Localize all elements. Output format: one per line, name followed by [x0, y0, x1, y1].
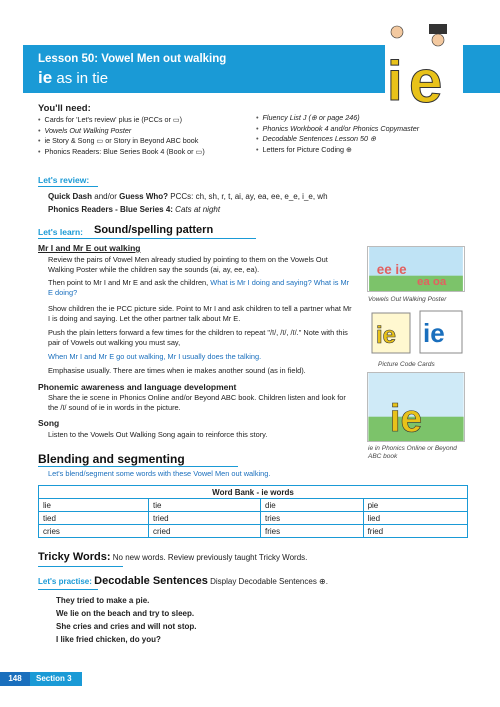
decodable-sentences: [56, 594, 196, 646]
paragraph: Emphasise usually. There are times when ie makes another sound (as in field).: [48, 366, 306, 375]
card-ie-text: ie: [423, 318, 445, 348]
lesson-title: Lesson 50: Vowel Men out walking: [38, 53, 227, 65]
paragraph-quote: When Mr I and Mr E go out walking, Mr I usually does the talking.: [48, 352, 262, 361]
learn-title: Sound/spelling pattern: [94, 224, 214, 236]
materials-list-right: [256, 113, 419, 155]
scene-caption: ie in Phonics Online or Beyond ABC book: [368, 445, 457, 460]
focus-title: ie as in tie: [38, 68, 109, 87]
table-row: lie tie die pie: [39, 499, 468, 512]
sentence: She cries and cries and will not stop.: [56, 622, 197, 631]
word-bank-table: [38, 485, 468, 538]
cards-caption: Picture Code Cards: [378, 361, 435, 368]
blending-intro: Let's blend/segment some words with these Vowel Men out walking.: [48, 469, 271, 478]
table-row: cries cried fries fried: [39, 525, 468, 538]
svg-text:ee ie: ee ie: [376, 261, 407, 277]
list-item: • Phonics Readers: Blue Series Book 4 (Book or ▭): [38, 147, 205, 158]
ie-scene-image: [367, 372, 465, 442]
table-row: tied tried tries lied: [39, 512, 468, 525]
learn-label: Let's learn:: [38, 227, 84, 237]
paragraph: Then point to Mr I and Mr E and ask the children, What is Mr I doing and saying? What is Mr E doing?: [48, 278, 350, 297]
phonics-readers-line: Phonics Readers - Blue Series 4: Cats at night: [48, 205, 221, 214]
paragraph: Review the pairs of Vowel Men already studied by pointing to them on the Vowels Out Walking Poster while the children say the sounds (ai, ay, ee, ea).: [48, 255, 328, 274]
tricky-underline: [38, 566, 123, 567]
tricky-words-line: Tricky Words: No new words. Review previously taught Tricky Words.: [38, 551, 308, 563]
paragraph: Push the plain letters forward a few times for the children to repeat "/ī/, /ī/, /ī/." Note with this pair of Vowels out walking you must say,: [48, 328, 348, 347]
paragraph: Show children the ie PCC picture side. Point to Mr I and ask children to tell a partner what Mr I is doing and saying. Let the other partner talk about Mr E.: [48, 304, 352, 323]
blending-underline: [38, 466, 238, 467]
subheading-phonemic: Phonemic awareness and language development: [38, 382, 237, 392]
page-footer: [0, 672, 500, 686]
list-item: • Letters for Picture Coding ⊕: [256, 145, 419, 156]
list-item: • Vowels Out Walking Poster: [38, 126, 205, 137]
you-need-heading: You'll need:: [38, 103, 91, 114]
review-heading: Let's review:: [38, 175, 90, 185]
vowel-men-ie-illustration: [385, 22, 463, 110]
materials-list-left: [38, 115, 205, 157]
list-item: • Phonics Workbook 4 and/or Phonics Copymaster: [256, 124, 419, 135]
sentence: I like fried chicken, do you?: [56, 635, 161, 644]
learn-underline: [38, 238, 256, 239]
svg-text:ie: ie: [376, 322, 397, 349]
picture-code-cards: [370, 307, 465, 355]
list-item: • Decodable Sentences Lesson 50 ⊕: [256, 134, 419, 145]
paragraph: Share the ie scene in Phonics Online and/or Beyond ABC book. Children listen and look for the /ī/ sound of ie in words in the picture.: [48, 393, 346, 412]
sentence: They tried to make a pie.: [56, 596, 150, 605]
page-number: 148: [0, 672, 30, 686]
list-item: • ie Story & Song ▭ or Story in Beyond ABC book: [38, 136, 205, 147]
svg-text:e: e: [409, 48, 443, 110]
word-bank-title: Word Bank - ie words: [39, 486, 468, 499]
svg-text:ea oa: ea oa: [416, 276, 447, 289]
subheading-mr-i-mr-e: Mr I and Mr E out walking: [38, 243, 141, 253]
blending-title: Blending and segmenting: [38, 452, 185, 466]
list-item: • Cards for 'Let's review' plus ie (PCCs or ▭): [38, 115, 205, 126]
svg-text:ie: ie: [389, 397, 423, 441]
review-underline: [38, 186, 98, 187]
quick-dash-line: Quick Dash and/or Guess Who? PCCs: ch, sh, r, t, ai, ay, ea, ee, e_e, i_e, wh: [48, 192, 328, 201]
section-label: Section 3: [30, 672, 82, 686]
sentence: We lie on the beach and try to sleep.: [56, 609, 195, 618]
practise-line: Let's practise: Decodable Sentences Display Decodable Sentences ⊕.: [38, 575, 328, 587]
paragraph: Listen to the Vowels Out Walking Song again to reinforce this story.: [48, 430, 268, 439]
svg-text:i: i: [387, 49, 403, 110]
list-item: • Fluency List J (⊕ or page 246): [256, 113, 419, 124]
poster-caption: Vowels Out Walking Poster: [368, 296, 447, 303]
practise-underline: [38, 589, 98, 590]
vowels-poster-image: [367, 246, 465, 292]
subheading-song: Song: [38, 418, 60, 428]
